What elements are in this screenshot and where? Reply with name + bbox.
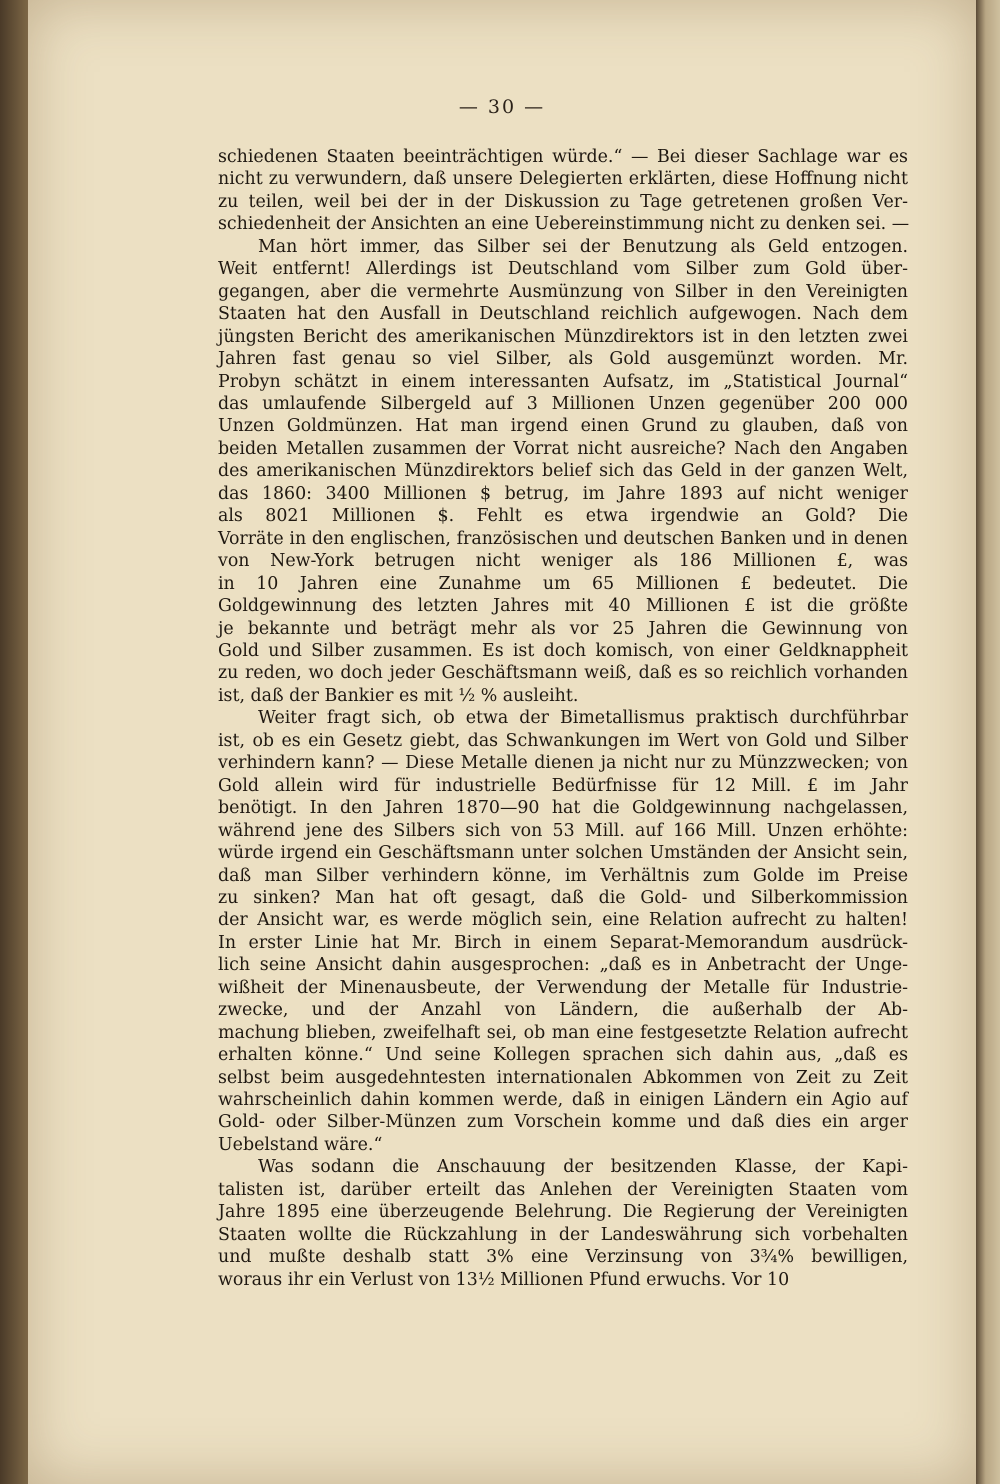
next-page-edge bbox=[976, 0, 1000, 1484]
text-line: ist, ob es ein Gesetz giebt, das Schwankungen im Wert von Gold und Silber bbox=[218, 730, 908, 751]
text-line: Jahren fast genau so viel Silber, als Gold ausgemünzt worden. Mr. bbox=[218, 349, 908, 370]
text-line: während jene des Silbers sich von 53 Mill. auf 166 Mill. Unzen erhöhte: bbox=[218, 820, 908, 841]
text-line: wahrscheinlich dahin kommen werde, daß in einigen Ländern ein Agio auf bbox=[218, 1090, 908, 1111]
text-line: zwecke, und der Anzahl von Ländern, die außerhalb der Ab- bbox=[218, 1000, 908, 1021]
text-line: Weiter fragt sich, ob etwa der Bimetallismus praktisch durchführbar bbox=[258, 708, 908, 729]
text-line: Unzen Goldmünzen. Hat man irgend einen Grund zu glauben, daß von bbox=[218, 416, 908, 437]
text-line: jüngsten Bericht des amerikanischen Münzdirektors ist in den letzten zwei bbox=[218, 326, 908, 347]
text-line: von New-York betrugen nicht weniger als 186 Millionen £, was bbox=[218, 551, 908, 572]
text-line: selbst beim ausgedehntesten internationalen Abkommen von Zeit zu Zeit bbox=[218, 1067, 908, 1088]
text-line: benötigt. In den Jahren 1870—90 hat die Goldgewinnung nachgelassen, bbox=[218, 798, 908, 819]
text-line: Gold allein wird für industrielle Bedürfnisse für 12 Mill. £ im Jahr bbox=[218, 775, 908, 796]
text-line: wißheit der Minenausbeute, der Verwendung der Metalle für Industrie- bbox=[218, 977, 908, 998]
text-line: Was sodann die Anschauung der besitzenden Klasse, der Kapi- bbox=[258, 1157, 908, 1178]
text-line: Goldgewinnung des letzten Jahres mit 40 Millionen £ ist die größte bbox=[218, 596, 908, 617]
body-text bbox=[218, 146, 908, 1291]
paragraph bbox=[218, 236, 908, 708]
text-line: zu sinken? Man hat oft gesagt, daß die Gold- und Silberkommission bbox=[218, 887, 908, 908]
text-line: beiden Metallen zusammen der Vorrat nicht ausreiche? Nach den Angaben bbox=[218, 438, 908, 459]
text-line: woraus ihr ein Verlust von 13½ Millionen Pfund erwuchs. Vor 10 bbox=[218, 1269, 790, 1290]
paragraph bbox=[218, 1156, 908, 1291]
text-line: machung blieben, zweifelhaft sei, ob man eine festgesetzte Relation aufrecht bbox=[218, 1022, 908, 1043]
text-line: Gold- oder Silber-Münzen zum Vorschein komme und daß dies ein arger bbox=[218, 1112, 908, 1133]
text-line: in 10 Jahren eine Zunahme um 65 Millionen £ bedeutet. Die bbox=[218, 573, 908, 594]
text-line: talisten ist, darüber erteilt das Anlehen der Vereinigten Staaten vom bbox=[218, 1179, 908, 1200]
text-line: erhalten könne.“ Und seine Kollegen sprachen sich dahin aus, „daß es bbox=[218, 1045, 908, 1066]
text-line: als 8021 Millionen $. Fehlt es etwa irgendwie an Gold? Die bbox=[218, 506, 908, 527]
text-line: das 1860: 3400 Millionen $ betrug, im Jahre 1893 auf nicht weniger bbox=[218, 483, 908, 504]
binding-edge bbox=[0, 0, 28, 1484]
text-line: gegangen, aber die vermehrte Ausmünzung von Silber in den Vereinigten bbox=[218, 281, 908, 302]
text-line: verhindern kann? — Diese Metalle dienen ja nicht nur zu Münzzwecken; von bbox=[218, 753, 908, 774]
text-line: zu teilen, weil bei der in der Diskussion zu Tage getretenen großen Ver- bbox=[218, 191, 908, 212]
text-line: Uebelstand wäre.“ bbox=[218, 1134, 383, 1155]
text-line: Staaten hat den Ausfall in Deutschland reichlich aufgewogen. Nach dem bbox=[218, 304, 908, 325]
text-line: und mußte deshalb statt 3% eine Verzinsung von 3¾% bewilligen, bbox=[218, 1247, 908, 1268]
text-line: Probyn schätzt in einem interessanten Aufsatz, im „Statistical Journal“ bbox=[218, 371, 908, 392]
text-line: das umlaufende Silbergeld auf 3 Millionen Unzen gegenüber 200 000 bbox=[218, 393, 908, 414]
text-line: schiedenheit der Ansichten an eine Uebereinstimmung nicht zu denken sei. — bbox=[218, 214, 910, 235]
text-line: Vorräte in den englischen, französischen und deutschen Banken und in denen bbox=[218, 528, 908, 549]
paragraph bbox=[218, 146, 908, 236]
paragraph bbox=[218, 707, 908, 1156]
book-page bbox=[28, 0, 976, 1484]
text-line: je bekannte und beträgt mehr als vor 25 Jahren die Gewinnung von bbox=[218, 618, 908, 639]
text-line: nicht zu verwundern, daß unsere Delegierten erklärten, diese Hoffnung nicht bbox=[218, 169, 908, 190]
text-line: der Ansicht war, es werde möglich sein, eine Relation aufrecht zu halten! bbox=[218, 910, 908, 931]
text-line: würde irgend ein Geschäftsmann unter solchen Umständen der Ansicht sein, bbox=[218, 843, 908, 864]
page-number: — 30 — bbox=[458, 96, 546, 118]
text-line: Staaten wollte die Rückzahlung in der Landeswährung sich vorbehalten bbox=[218, 1224, 908, 1245]
text-line: Jahre 1895 eine überzeugende Belehrung. Die Regierung der Vereinigten bbox=[218, 1202, 908, 1223]
text-line: lich seine Ansicht dahin ausgesprochen: „daß es in Anbetracht der Unge- bbox=[218, 955, 908, 976]
text-line: Man hört immer, das Silber sei der Benutzung als Geld entzogen. bbox=[258, 236, 908, 257]
text-line: In erster Linie hat Mr. Birch in einem Separat-Memorandum ausdrück- bbox=[218, 932, 908, 953]
text-line: schiedenen Staaten beeinträchtigen würde.“ — Bei dieser Sachlage war es bbox=[218, 147, 908, 167]
text-line: zu reden, wo doch jeder Geschäftsmann weiß, daß es so reichlich vorhanden bbox=[218, 663, 908, 684]
text-line: Weit entfernt! Allerdings ist Deutschland vom Silber zum Gold über- bbox=[218, 259, 908, 280]
text-line: ist, daß der Bankier es mit ½ % ausleiht. bbox=[218, 685, 579, 706]
text-line: des amerikanischen Münzdirektors belief sich das Geld in der ganzen Welt, bbox=[218, 461, 908, 482]
text-line: daß man Silber verhindern könne, im Verhältnis zum Golde im Preise bbox=[218, 865, 908, 886]
text-line: Gold und Silber zusammen. Es ist doch komisch, von einer Geldknappheit bbox=[218, 640, 908, 661]
